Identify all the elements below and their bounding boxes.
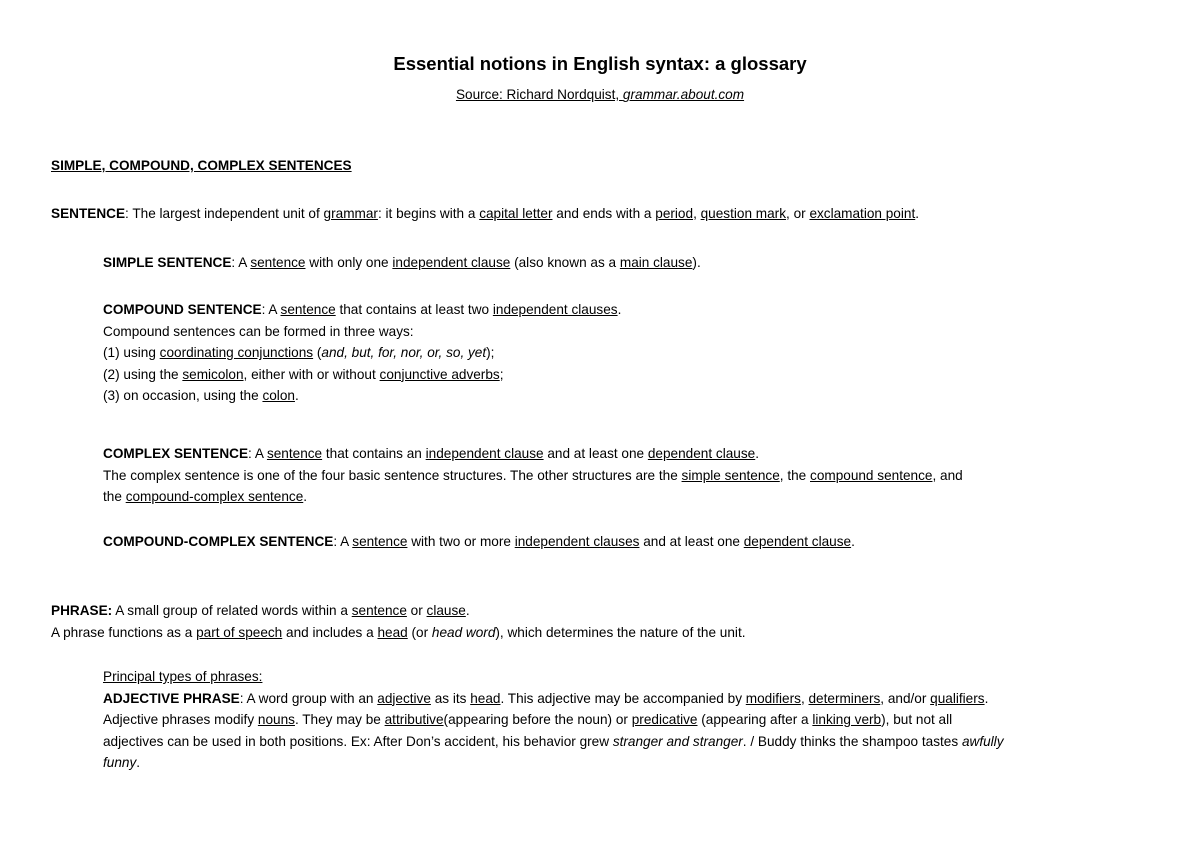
text: . [617, 302, 622, 317]
text: , or [786, 206, 810, 221]
text: , either with or without [243, 366, 380, 382]
phrase-line-2 [51, 622, 746, 644]
link-clause[interactable]: clause [426, 603, 466, 618]
text: or [406, 603, 427, 618]
text: The complex sentence is one of the four basic sentence structures. The other structures are the [103, 467, 682, 483]
text: , and/or [880, 690, 931, 706]
text: (3) on occasion, using the [103, 388, 263, 403]
text: and ends with a [552, 206, 656, 221]
link-semicolon[interactable]: semicolon [182, 366, 244, 382]
text: , and [932, 467, 963, 483]
text: with only one [305, 255, 393, 270]
link-nouns[interactable]: nouns [257, 712, 295, 727]
phrase-types [103, 666, 1004, 774]
text: . [755, 446, 759, 461]
text: , the [779, 467, 811, 483]
term-compound-complex-sentence: COMPOUND-COMPLEX SENTENCE [103, 534, 334, 549]
text: (1) using [103, 345, 160, 360]
link-main-clause[interactable]: main clause [619, 255, 693, 270]
link-independent-clause[interactable]: independent clause [392, 255, 511, 270]
text: ( [313, 345, 322, 360]
text: and at least one [543, 446, 648, 461]
compound-way-2 [103, 364, 621, 386]
adjective-phrase-line-3 [103, 731, 1004, 753]
text: (appearing before the noun) or [443, 712, 632, 727]
text: . [465, 603, 470, 618]
example-italic: funny [103, 755, 137, 770]
term-complex-sentence: COMPLEX SENTENCE [103, 446, 249, 461]
link-qualifiers[interactable]: qualifiers [930, 690, 985, 706]
phrase-types-heading: Principal types of phrases: [103, 669, 263, 684]
text: (appearing after a [697, 712, 813, 727]
text: , [800, 690, 809, 706]
term-simple-sentence: SIMPLE SENTENCE [103, 255, 232, 270]
text: . / Buddy thinks the shampoo tastes [742, 733, 962, 749]
link-independent-clause[interactable]: independent clause [425, 446, 544, 461]
link-modifiers[interactable]: modifiers [745, 690, 801, 706]
complex-line-3 [103, 486, 963, 508]
link-sentence[interactable]: sentence [280, 302, 336, 317]
link-simple-sentence[interactable]: simple sentence [681, 467, 780, 483]
link-dependent-clause[interactable]: dependent clause [743, 534, 852, 549]
link-sentence[interactable]: sentence [352, 534, 408, 549]
link-dependent-clause[interactable]: dependent clause [647, 446, 756, 461]
term-adjective-phrase: ADJECTIVE PHRASE [103, 690, 240, 706]
text: (or [407, 624, 432, 640]
text: the [103, 489, 126, 504]
complex-line-1 [103, 443, 963, 465]
link-compound-sentence[interactable]: compound sentence [810, 467, 933, 483]
text: : A word group with an [239, 690, 378, 706]
page-title: Essential notions in English syntax: a glossary [393, 53, 807, 74]
example-italic: stranger and stranger [612, 733, 743, 749]
link-independent-clauses[interactable]: independent clauses [492, 302, 618, 317]
section-heading: SIMPLE, COMPOUND, COMPLEX SENTENCES [51, 158, 352, 173]
link-exclamation-point[interactable]: exclamation point [809, 206, 916, 221]
adjective-phrase-line-1 [103, 688, 1004, 710]
text: : A [248, 446, 267, 461]
link-question-mark[interactable]: question mark [700, 206, 787, 221]
conjunction-examples: and, but, for, nor, or, so, yet [321, 345, 487, 360]
text: ), which determines the nature of the unit. [495, 624, 746, 640]
link-compound-complex-sentence[interactable]: compound-complex sentence [125, 489, 304, 504]
link-coordinating-conjunctions[interactable]: coordinating conjunctions [159, 345, 314, 360]
link-linking-verb[interactable]: linking verb [812, 712, 882, 727]
text: . [915, 206, 920, 221]
text: . [294, 388, 299, 403]
text: : The largest independent unit of [125, 206, 324, 221]
link-adjective[interactable]: adjective [377, 690, 431, 706]
text: and includes a [282, 624, 378, 640]
link-independent-clauses[interactable]: independent clauses [514, 534, 640, 549]
source-label: Source: Richard Nordquist, [455, 87, 623, 102]
text: , [693, 206, 701, 221]
text: : A [231, 255, 251, 270]
link-head[interactable]: head [470, 690, 501, 706]
text: A small group of related words within a [112, 603, 352, 618]
text: that contains at least two [335, 302, 493, 317]
link-colon[interactable]: colon [262, 388, 295, 403]
text: . [984, 690, 989, 706]
simple-sentence-definition [103, 252, 701, 274]
text: A phrase functions as a [51, 624, 197, 640]
term-phrase: PHRASE: [51, 603, 113, 618]
link-determiners[interactable]: determiners [808, 690, 881, 706]
text: . This adjective may be accompanied by [500, 690, 746, 706]
link-predicative[interactable]: predicative [631, 712, 698, 727]
text: : A [333, 534, 353, 549]
link-conjunctive-adverbs[interactable]: conjunctive adverbs [379, 366, 500, 382]
text: ). [692, 255, 701, 270]
term-compound-sentence: COMPOUND SENTENCE [103, 302, 262, 317]
term-sentence: SENTENCE [51, 206, 126, 221]
phrase-line-1 [51, 600, 746, 622]
link-grammar[interactable]: grammar [323, 206, 378, 221]
text: (2) using the [103, 366, 183, 382]
compound-way-1 [103, 342, 621, 364]
text: . [136, 755, 141, 770]
text: with two or more [407, 534, 515, 549]
link-sentence[interactable]: sentence [266, 446, 323, 461]
text: ), but not all [881, 712, 953, 727]
adjective-phrase-line-4 [103, 752, 1004, 774]
text: : it begins with a [377, 206, 480, 221]
text: and at least one [639, 534, 744, 549]
link-period[interactable]: period [655, 206, 694, 221]
text: that contains an [322, 446, 426, 461]
text: Adjective phrases modify [103, 712, 258, 727]
compound-sentence-definition [103, 299, 621, 407]
source-line [0, 86, 1200, 104]
sentence-definition [51, 203, 919, 225]
link-sentence[interactable]: sentence [351, 603, 407, 618]
text: . [851, 534, 855, 549]
head-word-term: head word [431, 624, 496, 640]
text: ); [486, 345, 495, 360]
phrase-definition [51, 600, 746, 643]
link-capital-letter[interactable]: capital letter [479, 206, 553, 221]
example-italic: awfully [961, 733, 1004, 749]
compound-complex-definition [103, 531, 855, 553]
complex-sentence-definition [103, 443, 963, 508]
text: : A [261, 302, 281, 317]
link-part-of-speech[interactable]: part of speech [196, 624, 283, 640]
source-link[interactable]: grammar.about.com [622, 87, 745, 102]
complex-line-2 [103, 465, 963, 487]
text: ; [499, 366, 504, 382]
adjective-phrase-line-2 [103, 709, 1004, 731]
text: adjectives can be used in both positions. Ex: After Don’s accident, his behavior grew [103, 733, 613, 749]
link-head[interactable]: head [377, 624, 408, 640]
text: as its [430, 690, 471, 706]
link-attributive[interactable]: attributive [384, 712, 444, 727]
compound-way-3 [103, 385, 621, 407]
text: . [303, 489, 308, 504]
text: . They may be [294, 712, 385, 727]
text: (also known as a [510, 255, 620, 270]
compound-line-1 [103, 299, 621, 321]
link-sentence[interactable]: sentence [250, 255, 306, 270]
compound-line-2: Compound sentences can be formed in three ways: [103, 323, 414, 339]
